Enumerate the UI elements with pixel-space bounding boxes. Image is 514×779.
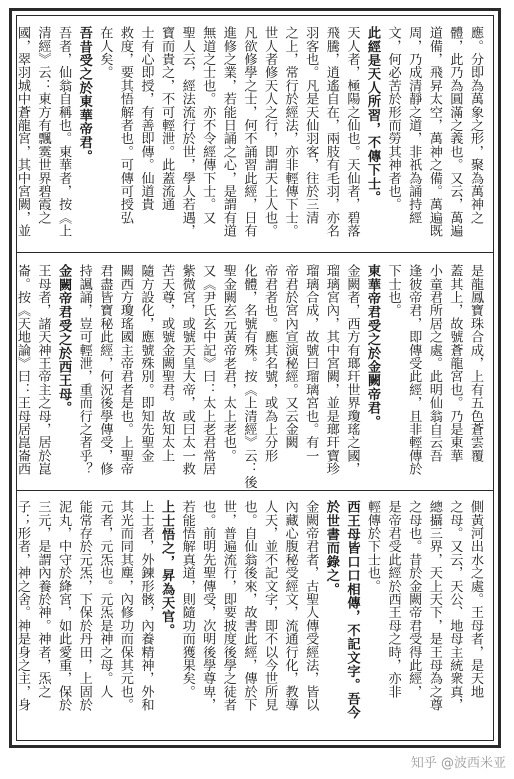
- commentary-column: 子；形者，神之舍。神是身之主，身: [14, 500, 30, 712]
- commentary-column: 泥丸，中守於絳宮，如此愛重，保於: [56, 500, 72, 712]
- commentary-column: 道備，飛昇太空，萬神之備。萬遍既: [426, 26, 442, 238]
- commentary-column: 帝君於宮內宣演秘經。又云金闕: [282, 264, 298, 449]
- commentary-column: 體，此乃為圓滿之義也。又云，萬遍: [447, 26, 463, 238]
- commentary-column: 國，翠羽城中蒼龍宮，其中宮闕，並: [14, 26, 30, 238]
- commentary-column: 化體，名號有殊。按《上清經》云：後: [241, 264, 257, 489]
- commentary-column: 吾者，仙翁自稱也。東華者，按《上: [56, 26, 72, 238]
- commentary-column: 其光而同其塵，內修功而保其元也。: [117, 500, 133, 712]
- commentary-column: 下士也。: [385, 264, 401, 317]
- commentary-column: 是帝君受此經於西王母之時，亦非: [385, 500, 401, 698]
- page-frame: [9, 8, 501, 748]
- commentary-column: 側黃河出水之處。王母者，是天地: [468, 500, 483, 698]
- zhihu-watermark: 知乎 @波西米亚: [410, 756, 506, 771]
- commentary-column: 在人矣。: [97, 26, 113, 79]
- commentary-column: 聖人云，經法流行於世，學人若遇，: [179, 26, 195, 238]
- commentary-column: 帝君者也。應其名號，或為上分形: [262, 264, 278, 462]
- commentary-column: 飛騰，逍遙自在，兩肢有毛羽，亦名: [323, 26, 339, 238]
- commentary-column: 應。分即為萬象之形，聚為萬神之: [468, 26, 483, 224]
- commentary-column: 士有心即授，有善即傳。仙道貴: [138, 26, 154, 211]
- scripture-heading-column: 於世書而錄之。: [323, 500, 339, 596]
- commentary-column: 世人者修天人之行，即謂天上人也。: [262, 26, 278, 238]
- scripture-heading-column: 東華帝君受之於金闕帝君。: [365, 264, 381, 429]
- commentary-column: 羽客也。凡是天仙羽客，往於三清: [303, 26, 319, 224]
- commentary-column: 人天，並不記文字，即不以今世所見: [262, 500, 278, 712]
- commentary-column: 紫微宮，或號天皇大帝，或曰太一救: [179, 264, 195, 476]
- scripture-heading-column: 金闕帝君受之於西王母。: [56, 264, 72, 415]
- commentary-column: 隨方設化，應號殊別。即知先聖金: [138, 264, 154, 462]
- commentary-column: 輕傳於下士也。: [365, 500, 381, 593]
- commentary-column: 之母。又云，天公、地母主統衆真，: [447, 500, 463, 712]
- commentary-column: 王母者，諸天神王帝主之母，居於崑: [35, 264, 51, 476]
- commentary-column: 天人者，極陽之仙也。天仙者，碧落: [344, 26, 360, 238]
- commentary-column: 之母也。昔於金闕帝君受得此經，: [406, 500, 422, 698]
- commentary-column: 寶而貴之，不可輕泄。此蓋流通: [159, 26, 175, 211]
- commentary-column: 若能悟解真道，則隨功而獲果矣。: [179, 500, 195, 698]
- commentary-column: 持諷誦，豈可輕泄，重而行之者乎？: [76, 264, 92, 476]
- band-divider-top: [17, 252, 493, 253]
- commentary-column: 苦天尊，或號金闕聖君。故知太上: [159, 264, 175, 462]
- band-divider-bottom: [17, 490, 493, 491]
- commentary-column: 上士者，外鍊形骸，內養精神，外和: [138, 500, 154, 712]
- text-band-middle: [14, 264, 485, 489]
- scripture-heading-column: 此經是天人所習，不傳下士。: [365, 26, 381, 205]
- commentary-column: 又《尹氏玄中記》曰：太上老君常居: [200, 264, 216, 476]
- commentary-column: 周，乃成清靜之道，非祇為誦持經: [406, 26, 422, 224]
- commentary-column: 小童君所居之處。此明仙翁自云吾: [426, 264, 442, 462]
- scripture-heading-column: 西王母皆口口相傳，不記文字。吾今: [344, 500, 360, 720]
- commentary-column: 之上，常行於經法，亦非輕傳下士。: [282, 26, 298, 238]
- commentary-column: 崙。按《天地論》曰：王母居崑崙西: [14, 264, 30, 476]
- commentary-column: 君盡皆寶秘此經，何況後學傳受，修: [97, 264, 113, 476]
- commentary-column: 是龍鳳寶珠合成，上有五色蒼雲覆: [468, 264, 483, 462]
- commentary-column: 救度，要其悟解者也。可傳可授弘: [117, 26, 133, 224]
- commentary-column: 金闕帝君者，古聖人傳受經法，皆以: [303, 500, 319, 712]
- scripture-heading-column: 吾昔受之於東華帝君。: [76, 26, 92, 163]
- commentary-column: 逢彼帝君，即傳受此經，且非輕傳於: [406, 264, 422, 476]
- commentary-column: 蓋其上，故號蒼龍宮也。乃是東華: [447, 264, 463, 462]
- commentary-column: 聖金闕玄元黃帝老君，太上老也。: [220, 264, 236, 462]
- commentary-column: 文，何必苦於形而勞其神者也。: [385, 26, 401, 211]
- text-band-bottom: [14, 500, 485, 736]
- commentary-column: 元者，元炁也。元炁是神之母。人: [97, 500, 113, 698]
- commentary-column: 清經》云：東方有飄霙世界碧霞之: [35, 26, 51, 224]
- commentary-column: 進修之業，若能日誦之心，是謂有道: [220, 26, 236, 238]
- commentary-column: 瑠璃宮內，其中宮闕，並是瑯玕寶珍: [323, 264, 339, 476]
- commentary-column: 闕西方瓊瑤國主帝君者是也。上聖帝: [117, 264, 133, 476]
- commentary-column: 金闕者，西方有瑯玕世界瓊瑤之國，: [344, 264, 360, 476]
- scripture-heading-column: 上士悟之，昇為天官。: [159, 500, 175, 637]
- commentary-column: 凡欲修學之士，何不誦習此經，日有: [241, 26, 257, 238]
- page-frame-inner: [16, 15, 494, 741]
- text-band-top: [14, 26, 485, 248]
- commentary-column: 也。自仙翁後來，故書此經，傳於下: [241, 500, 257, 712]
- commentary-column: 也。前明先聖傳受，次明後學尊卑，: [200, 500, 216, 712]
- commentary-column: 三元，是謂內養於神。神者，炁之: [35, 500, 51, 698]
- commentary-column: 能常存於元炁，下保於丹田，上固於: [76, 500, 92, 712]
- commentary-column: 總攝三界，天上天下，是王母為之尊: [426, 500, 442, 712]
- commentary-column: 內藏心腹秘受經文，流通行化，教導: [282, 500, 298, 712]
- commentary-column: 無道之士也。亦不令經傳下士。又: [200, 26, 216, 224]
- commentary-column: 瑠璃合成，故號曰瑠璃宮也。有一: [303, 264, 319, 462]
- commentary-column: 世，普遍流行，即要披度後學之徒者: [220, 500, 236, 712]
